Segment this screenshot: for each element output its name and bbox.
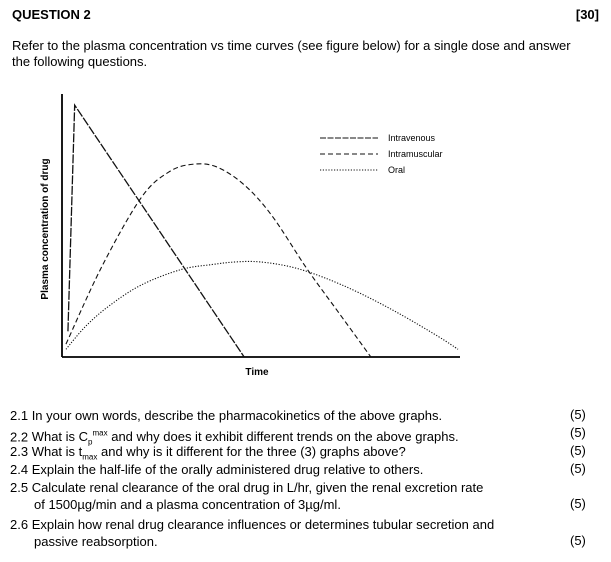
question-marks: (5) <box>570 443 586 458</box>
question-marks: (5) <box>570 496 586 511</box>
question-title: QUESTION 2 <box>12 7 91 22</box>
series-line-intravenous <box>68 105 244 357</box>
legend-label-intramuscular: Intramuscular <box>388 149 443 159</box>
question-text: In your own words, describe the pharmacokinetics of the above graphs. <box>31 408 443 423</box>
question-marks: (5) <box>570 425 586 440</box>
question-text-continued: of 1500µg/min and a plasma concentration of 3µg/ml. <box>34 497 341 512</box>
question-2-6 <box>10 516 570 550</box>
legend-label-intravenous: Intravenous <box>388 133 436 143</box>
question-number: 2.1 <box>10 408 32 423</box>
question-number: 2.6 <box>10 517 32 532</box>
chart-legend <box>320 133 443 175</box>
question-text: Calculate renal clearance of the oral drug in L/hr, given the renal excretion rate <box>31 480 484 495</box>
question-text-continued: passive reabsorption. <box>34 534 158 549</box>
question-text: What is $t_{max}$ and why is it different for the three (3) graphs above? <box>31 444 406 462</box>
x-axis-label: Time <box>245 367 269 378</box>
question-text: What is $C_p^{max}$ and why does it exhibit different trends on the above graphs. <box>31 429 459 447</box>
y-axis-label: Plasma concentration of drug <box>40 158 51 300</box>
question-number: 2.4 <box>10 462 32 477</box>
question-number: 2.2 <box>10 429 32 445</box>
question-text: Explain the half-life of the orally administered drug relative to others. <box>31 462 424 477</box>
question-number: 2.5 <box>10 480 32 495</box>
question-marks: (5) <box>570 407 586 422</box>
legend-label-oral: Oral <box>388 165 406 175</box>
question-text: Explain how renal drug clearance influences or determines tubular secretion and <box>31 517 495 532</box>
question-2-1 <box>10 407 570 424</box>
question-number: 2.3 <box>10 444 32 459</box>
series-line-intramuscular <box>66 164 371 357</box>
series-line-oral <box>66 261 458 349</box>
question-marks: (5) <box>570 533 586 548</box>
intro-paragraph: Refer to the plasma concentration vs time curves (see figure below) for a single dose and answer the following questions. <box>12 38 571 69</box>
question-2-5 <box>10 479 570 513</box>
total-marks: [30] <box>575 7 599 22</box>
question-2-4 <box>10 461 570 478</box>
question-marks: (5) <box>570 461 586 476</box>
